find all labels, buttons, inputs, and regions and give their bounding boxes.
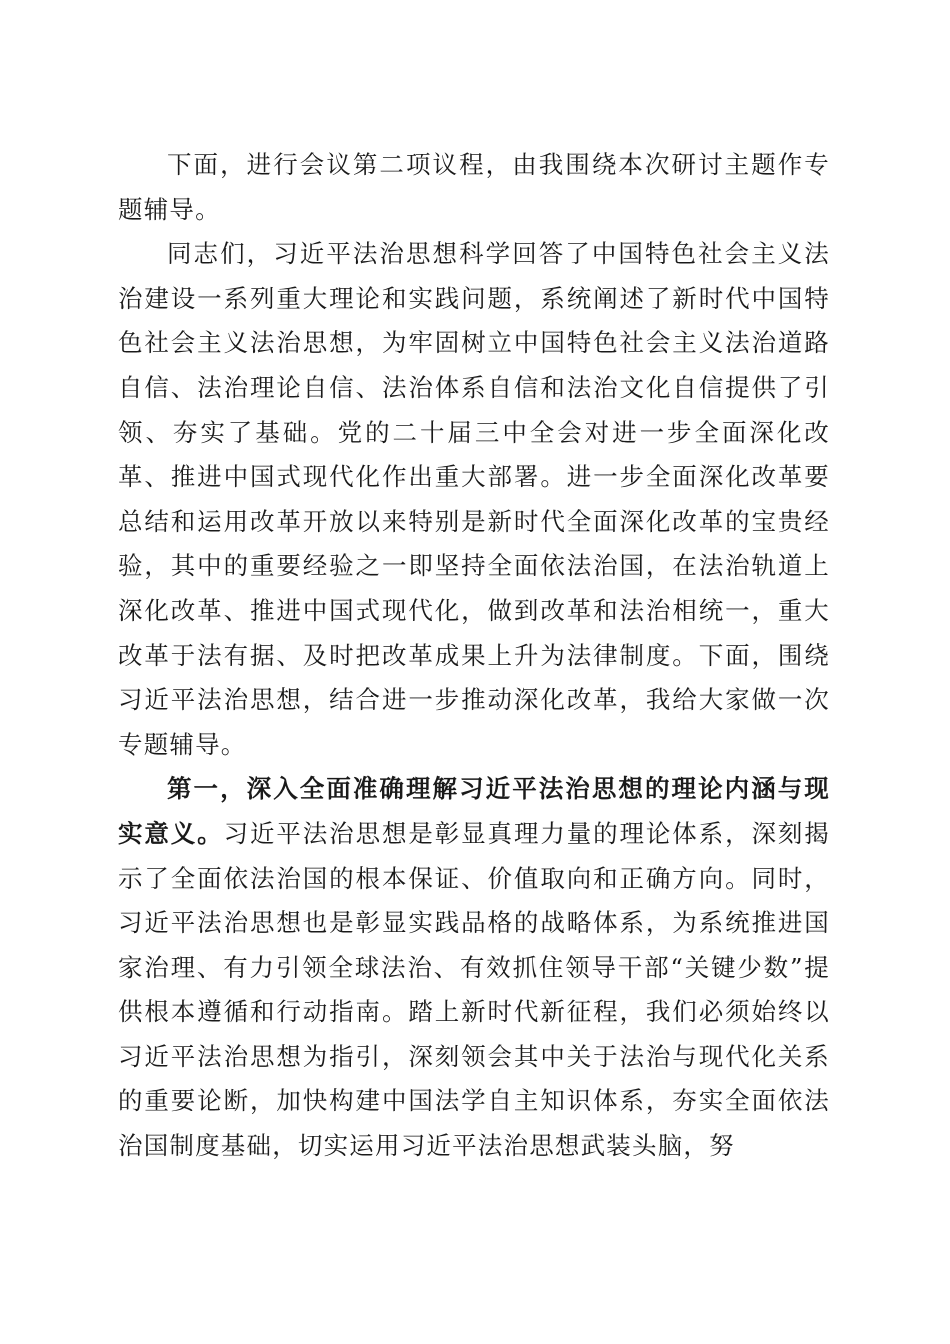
first-point-text: 习近平法治思想是彰显真理力量的理论体系，深刻揭示了全面依法治国的根本保证、价值取向和正确方向。同时，习近平法治思想也是彰显实践品格的战略体系，为系统推进国家治理、有力引领全球法治、有效抓住领导干部“关键少数”提供根本遵循和行动指南。踏上新时代新征程，我们必须始终以习近平法治思想为指引，深刻领会其中关于法治与现代化关系的重要论断，加快构建中国法学自主知识体系，夯实全面依法治国制度基础，切实运用习近平法治思想武装头脑，努	[118, 818, 830, 1161]
paragraph-first-point	[118, 767, 830, 1168]
paragraph-intro-text: 同志们，习近平法治思想科学回答了中国特色社会主义法治建设一系列重大理论和实践问题，系统阐述了新时代中国特色社会主义法治思想，为牢固树立中国特色社会主义法治道路自信、法治理论自信、法治体系自信和法治文化自信提供了引领、夯实了基础。党的二十届三中全会对进一步全面深化改革、推进中国式现代化作出重大部署。进一步全面深化改革要总结和运用改革开放以来特别是新时代全面深化改革的宝贵经验，其中的重要经验之一即坚持全面依法治国，在法治轨道上深化改革、推进中国式现代化，做到改革和法治相统一，重大改革于法有据、及时把改革成果上升为法律制度。下面，围绕习近平法治思想，结合进一步推动深化改革，我给大家做一次专题辅导。	[118, 239, 830, 759]
document-body	[118, 143, 830, 1169]
paragraph-agenda	[118, 143, 830, 232]
paragraph-intro	[118, 232, 830, 767]
paragraph-agenda-text: 下面，进行会议第二项议程，由我围绕本次研讨主题作专题辅导。	[118, 150, 830, 224]
first-point-heading: 第一，深入全面准确理解习近平法治思想的理论内涵与现实意义。	[118, 774, 830, 848]
